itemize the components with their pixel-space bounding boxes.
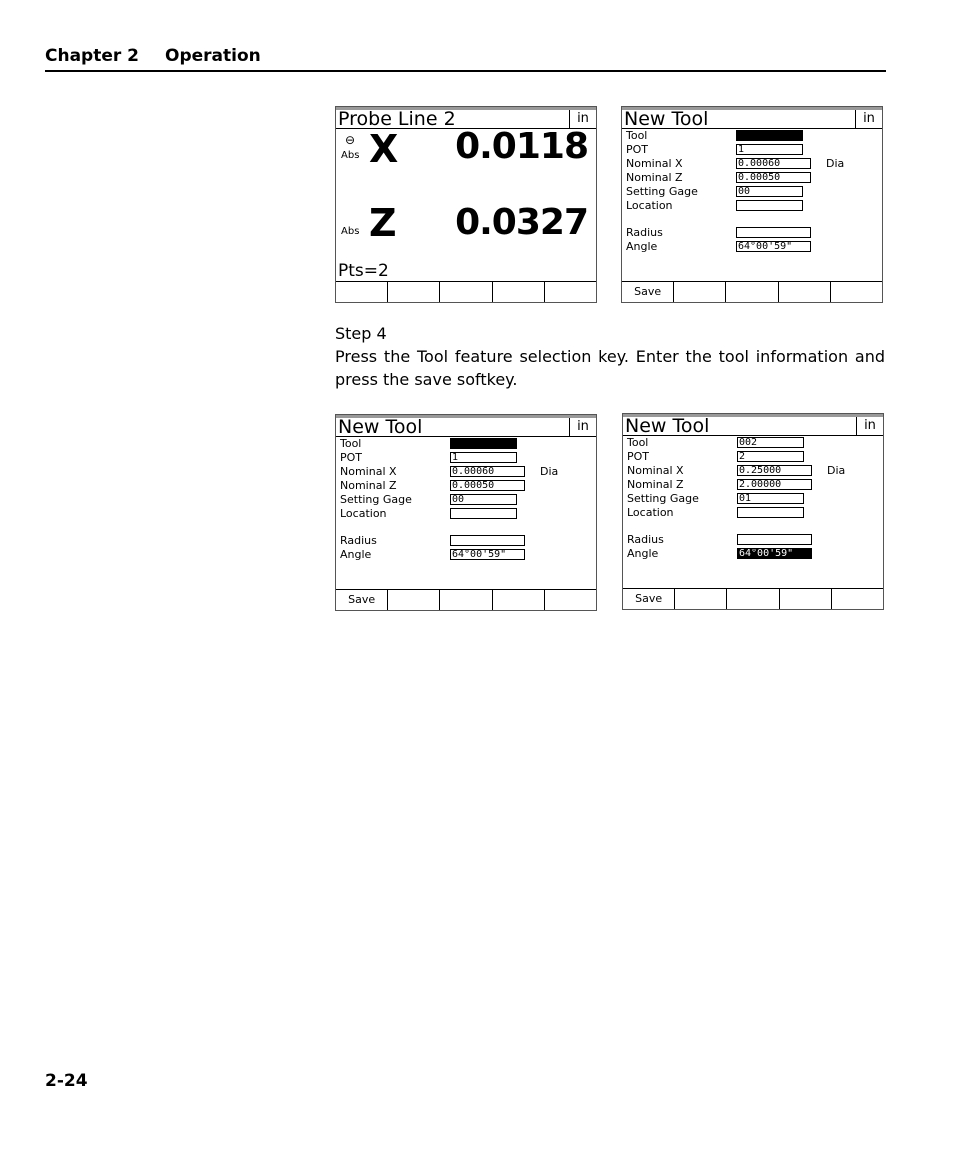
softkey-3[interactable]	[440, 590, 492, 610]
softkey-3[interactable]	[726, 282, 778, 302]
unit-indicator: in	[569, 418, 596, 436]
dia-label: Dia	[540, 465, 559, 478]
softkey-4[interactable]	[493, 282, 545, 302]
pot-field[interactable]: 1	[736, 144, 803, 155]
softkey-4[interactable]	[779, 282, 831, 302]
softkey-2[interactable]	[388, 590, 440, 610]
setting-gage-label: Setting Gage	[626, 185, 698, 198]
chapter-label: Chapter 2	[45, 46, 140, 66]
location-field[interactable]	[736, 200, 803, 211]
softkey-5[interactable]	[545, 282, 596, 302]
x-axis-value: 0.0118	[455, 126, 588, 167]
nominal-x-field[interactable]: 0.00060	[450, 466, 525, 477]
softkey-2[interactable]	[674, 282, 726, 302]
softkey-5[interactable]	[831, 282, 882, 302]
screen-title: New Tool	[338, 416, 423, 438]
screen-title-bar	[622, 107, 882, 129]
pot-field[interactable]: 1	[450, 452, 517, 463]
step-text: Press the Tool feature selection key. Enter the tool information and press the save softkey.	[335, 347, 885, 389]
softkey-1[interactable]	[336, 282, 388, 302]
points-count: Pts=2	[338, 261, 389, 281]
angle-label: Angle	[627, 547, 659, 560]
setting-gage-field[interactable]: 01	[737, 493, 804, 504]
radius-label: Radius	[340, 534, 377, 547]
tool-field[interactable]	[736, 130, 803, 141]
softkey-3[interactable]	[440, 282, 492, 302]
new-tool-screen-1	[621, 106, 883, 303]
pot-label: POT	[627, 450, 650, 463]
step-label: Step 4	[335, 324, 387, 343]
nominal-z-field[interactable]: 0.00050	[736, 172, 811, 183]
softkey-3[interactable]	[727, 589, 779, 609]
unit-indicator: in	[855, 110, 882, 128]
softkey-2[interactable]	[675, 589, 727, 609]
tool-field[interactable]	[450, 438, 517, 449]
nominal-x-label: Nominal X	[340, 465, 397, 478]
nominal-x-label: Nominal X	[627, 464, 684, 477]
nominal-x-field[interactable]: 0.00060	[736, 158, 811, 169]
softkey-bar	[336, 589, 596, 610]
softkey-5[interactable]	[545, 590, 596, 610]
nominal-z-field[interactable]: 2.00000	[737, 479, 812, 490]
nominal-z-label: Nominal Z	[626, 171, 683, 184]
softkey-4[interactable]	[780, 589, 832, 609]
location-label: Location	[627, 506, 674, 519]
angle-label: Angle	[626, 240, 658, 253]
location-field[interactable]	[450, 508, 517, 519]
angle-label: Angle	[340, 548, 372, 561]
tool-field[interactable]: 002	[737, 437, 804, 448]
x-axis-label: X	[369, 127, 399, 171]
location-field[interactable]	[737, 507, 804, 518]
nominal-x-label: Nominal X	[626, 157, 683, 170]
nominal-z-label: Nominal Z	[340, 479, 397, 492]
screen-title-bar	[623, 414, 883, 436]
location-label: Location	[340, 507, 387, 520]
softkey-bar	[336, 281, 596, 302]
softkey-bar	[623, 588, 883, 609]
radius-label: Radius	[626, 226, 663, 239]
pot-label: POT	[340, 451, 363, 464]
unit-indicator: in	[856, 417, 883, 435]
setting-gage-field[interactable]: 00	[450, 494, 517, 505]
setting-gage-field[interactable]: 00	[736, 186, 803, 197]
z-mode-label: Abs	[341, 226, 360, 237]
radius-field[interactable]	[450, 535, 525, 546]
save-softkey[interactable]: Save	[622, 282, 674, 302]
setting-gage-label: Setting Gage	[627, 492, 699, 505]
step-instructions	[335, 322, 885, 391]
setting-gage-label: Setting Gage	[340, 493, 412, 506]
nominal-z-label: Nominal Z	[627, 478, 684, 491]
dia-label: Dia	[826, 157, 845, 170]
softkey-bar	[622, 281, 882, 302]
angle-field[interactable]: 64°00'59"	[450, 549, 525, 560]
z-axis-value: 0.0327	[455, 202, 588, 243]
screen-title-bar	[336, 415, 596, 437]
softkey-5[interactable]	[832, 589, 883, 609]
page-header	[45, 46, 886, 72]
save-softkey[interactable]: Save	[623, 589, 675, 609]
angle-field[interactable]: 64°00'59"	[736, 241, 811, 252]
save-softkey[interactable]: Save	[336, 590, 388, 610]
unit-indicator: in	[569, 110, 596, 128]
radius-field[interactable]	[737, 534, 812, 545]
nominal-z-field[interactable]: 0.00050	[450, 480, 525, 491]
section-label: Operation	[165, 46, 261, 66]
dia-label: Dia	[827, 464, 846, 477]
angle-field[interactable]: 64°00'59"	[737, 548, 812, 559]
nominal-x-field[interactable]: 0.25000	[737, 465, 812, 476]
tool-label: Tool	[627, 436, 649, 449]
screen-title: New Tool	[625, 415, 710, 437]
pot-field[interactable]: 2	[737, 451, 804, 462]
z-axis-label: Z	[369, 201, 397, 245]
new-tool-screen-3	[622, 413, 884, 610]
page-number: 2-24	[45, 1071, 88, 1091]
softkey-4[interactable]	[493, 590, 545, 610]
tool-label: Tool	[340, 437, 362, 450]
minus-indicator-icon: ⊖	[345, 133, 356, 147]
softkey-2[interactable]	[388, 282, 440, 302]
pot-label: POT	[626, 143, 649, 156]
x-mode-label: Abs	[341, 150, 360, 161]
location-label: Location	[626, 199, 673, 212]
tool-label: Tool	[626, 129, 648, 142]
new-tool-screen-2	[335, 414, 597, 611]
radius-field[interactable]	[736, 227, 811, 238]
screen-title: Probe Line 2	[338, 108, 456, 130]
radius-label: Radius	[627, 533, 664, 546]
probe-line-screen	[335, 106, 597, 303]
screen-title: New Tool	[624, 108, 709, 130]
